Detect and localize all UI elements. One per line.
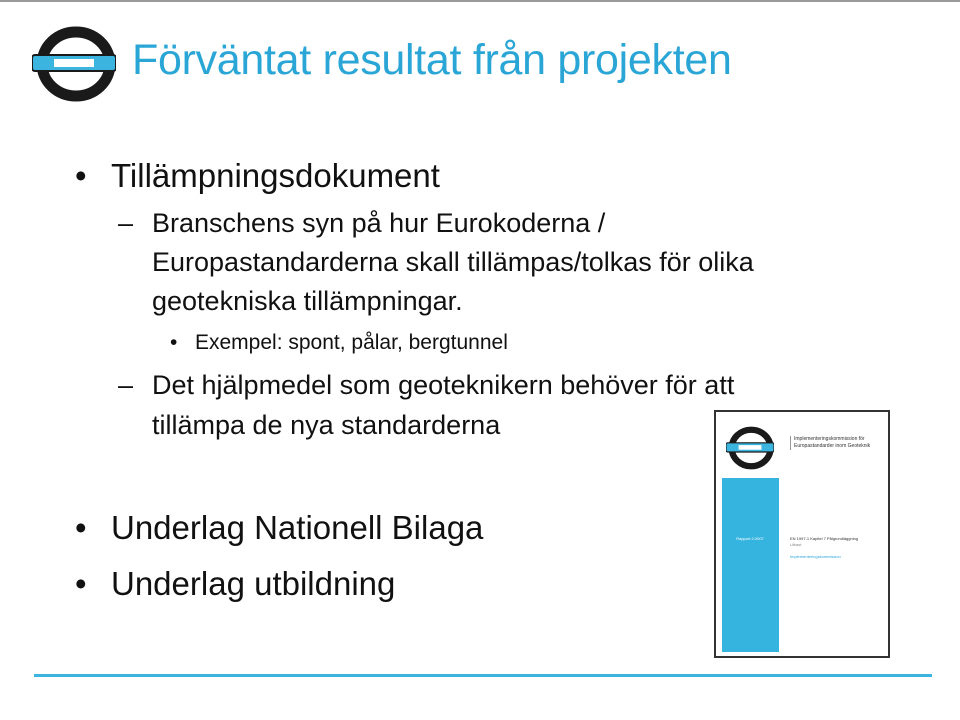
- dash-icon: –: [118, 208, 134, 238]
- sgf-logo-icon: [726, 424, 774, 472]
- bullet-text: Underlag utbildning: [111, 565, 396, 602]
- cover-doc-sub: Utkast: [790, 542, 802, 547]
- sub-bullet-line: Europastandarderna skall tillämpas/tolkas för olika: [152, 247, 754, 277]
- sub-bullet-line: Branschens syn på hur Eurokoderna /: [152, 208, 606, 238]
- cover-report-label: Rapport 2:2007: [736, 536, 764, 541]
- slide-title: Förväntat resultat från projekten: [132, 36, 732, 84]
- cover-org-name: Implementeringskommission för Europastandarder inom Geoteknik: [790, 436, 890, 450]
- sgf-logo-icon: [32, 24, 116, 104]
- cover-doc-info: [790, 536, 886, 560]
- bullet-icon: •: [75, 509, 87, 546]
- bullet-icon: •: [75, 565, 87, 602]
- sub-bullet-line: Det hjälpmedel som geoteknikern behöver för att: [152, 370, 735, 400]
- bullet-icon: •: [75, 157, 87, 194]
- bullet-icon: •: [170, 331, 178, 354]
- cover-doc-title: EN 1997-1 Kapitel 7 Pålgrundläggning: [790, 536, 859, 541]
- bullet-text: Tillämpningsdokument: [111, 157, 440, 194]
- sub-bullet-line: tillämpa de nya standarderna: [152, 410, 501, 440]
- example-text: Exempel: spont, pålar, bergtunnel: [195, 331, 508, 354]
- top-divider: [0, 0, 960, 2]
- bottom-divider: [34, 674, 932, 677]
- report-cover-thumbnail: [714, 410, 890, 658]
- bullet-text: Underlag Nationell Bilaga: [111, 509, 484, 546]
- cover-stripe: [722, 478, 779, 652]
- sub-bullet-line: geotekniska tillämpningar.: [152, 286, 463, 316]
- cover-doc-link: Implementeringskommission: [790, 554, 841, 559]
- dash-icon: –: [118, 370, 134, 400]
